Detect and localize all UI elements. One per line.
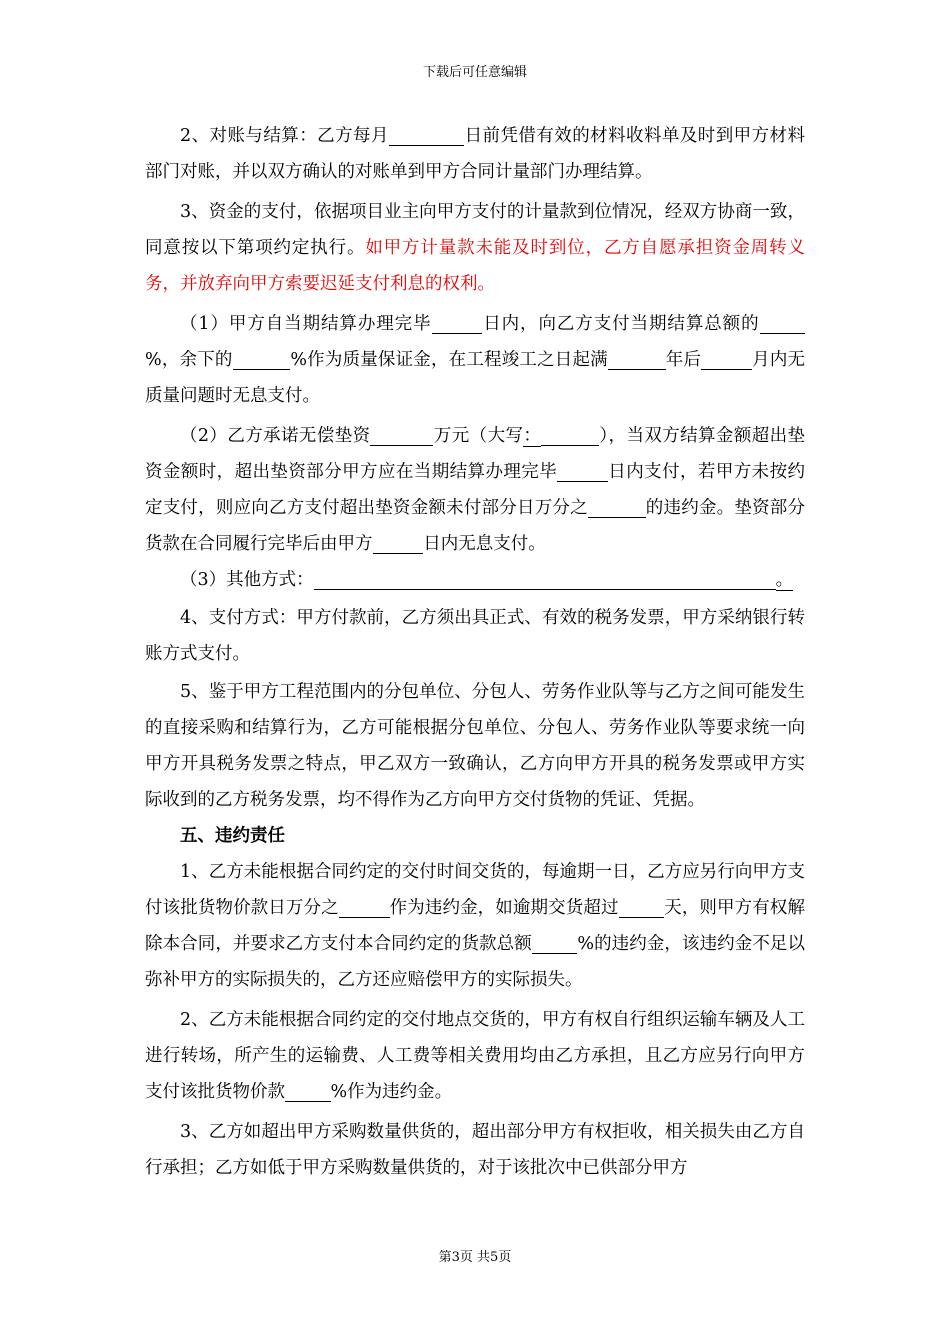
text-span: %，余下的: [145, 350, 233, 370]
red-highlight-text: 如甲方计量款未能及时到位，乙方自愿承担资金周转义务，并放弃向甲方索要迟延支付利息的权利。: [145, 238, 806, 294]
text-span: 天，则甲方有权解除本合同，并要求乙方支付本合同约定的货款总额: [145, 898, 806, 954]
option-2: [145, 418, 805, 562]
blank-field: [285, 1083, 331, 1102]
text-span: （2）乙方承诺无偿垫资: [180, 426, 371, 446]
page-header: 下载后可任意编辑: [422, 65, 527, 80]
blank-field: [233, 351, 291, 370]
text-span: 3、资金的支付，依据项目业主向甲方支付的计量款到位情况，经双方协商一致，同意按以下第: [145, 202, 805, 258]
option-1: [145, 306, 805, 414]
text-span: 。: [775, 570, 794, 590]
blank-field: [557, 463, 608, 482]
breach-clause-2: [145, 1002, 805, 1110]
blank-field: [541, 427, 599, 446]
text-span: 月内无质量问题时无息支付。: [145, 350, 806, 406]
text-span: ），当双方结算金额超出垫资金额时，超出垫资部分甲方应在当期结算办理完毕: [145, 426, 806, 482]
text-span: %作为质量保证金，在工程竣工之日起满: [290, 350, 608, 370]
blank-field: [608, 351, 666, 370]
blank-field: [370, 427, 433, 446]
text-span: 作为违约金，如逾期交货超过: [389, 898, 619, 918]
text-span: 日内无息支付。: [423, 534, 546, 554]
underlined-colon: ：: [523, 426, 542, 446]
blank-field: [339, 899, 390, 918]
clause-3-payment: [145, 194, 805, 302]
blank-field: [701, 351, 752, 370]
section-heading-breach: 五、违约责任: [180, 826, 285, 846]
clause-5-invoice: 5、鉴于甲方工程范围内的分包单位、分包人、劳务作业队等与乙方之间可能发生的直接采购和结算行为，乙方可能根据分包单位、分包人、劳务作业队等要求统一向甲方开具税务发票之特点，甲乙双方一致确认，乙方向甲方开具的税务发票或甲方实际收到的乙方税务发票，均不得作为乙方向甲方交付货物的凭证、凭据。: [145, 682, 805, 810]
text-span: 日内支付，若甲方未按约定支付，则应向乙方支付超出垫资金额未付部分日万分之: [145, 462, 806, 518]
text-span: 万元（大写: [433, 426, 524, 446]
clause-2-reconciliation: [145, 118, 805, 190]
text-span: （1）甲方自当期结算办理完毕: [180, 314, 432, 334]
blank-field: [760, 315, 806, 334]
document-body: [145, 118, 805, 1186]
blank-field: [588, 499, 646, 518]
page-footer: 第3页 共5页: [438, 1250, 512, 1265]
blank-field: [314, 571, 776, 590]
text-span: %作为违约金。: [330, 1082, 453, 1102]
text-span: %的违约金，该违约金不足以弥补甲方的实际损失的，乙方还应赔偿甲方的实际损失。: [145, 934, 805, 990]
text-span: 项约定执行。: [255, 238, 366, 258]
text-span: 年后: [665, 350, 702, 370]
blank-field: [389, 127, 464, 146]
blank-field: [532, 935, 578, 954]
text-span: 2、对账与结算：乙方每月: [180, 126, 389, 146]
text-span: 1、乙方未能根据合同约定的交付时间交货的，每逾期一日，乙方应另行向甲方支付该批货物价款日万分之: [145, 862, 805, 918]
text-span: （3）其他方式：: [180, 570, 314, 590]
blank-field: [619, 899, 665, 918]
text-span: 2、乙方未能根据合同约定的交付地点交货的，甲方有权自行组织运输车辆及人工进行转场，所产生的运输费、人工费等相关费用均由乙方承担，且乙方应另行向甲方支付该批货物价款: [145, 1010, 805, 1102]
option-3: [145, 562, 805, 598]
blank-field: [432, 315, 483, 334]
text-span: 的违约金。垫资部分货款在合同履行完毕后由甲方: [145, 498, 806, 554]
breach-clause-3: 3、乙方如超出甲方采购数量供货的，超出部分甲方有权拒收，相关损失由乙方自行承担；乙方如低于甲方采购数量供货的，对于该批次中已供部分甲方: [145, 1122, 805, 1178]
text-span: 日内，向乙方支付当期结算总额的: [482, 314, 760, 334]
breach-clause-1: [145, 854, 805, 998]
blank-field: [373, 535, 424, 554]
clause-4-payment-method: 4、支付方式：甲方付款前，乙方须出具正式、有效的税务发票，甲方采纳银行转账方式支付。: [145, 608, 805, 664]
text-span: 日前凭借有效的材料收料单及时到甲方材料部门对账，并以双方确认的对账单到甲方合同计量部门办理结算。: [145, 126, 805, 182]
